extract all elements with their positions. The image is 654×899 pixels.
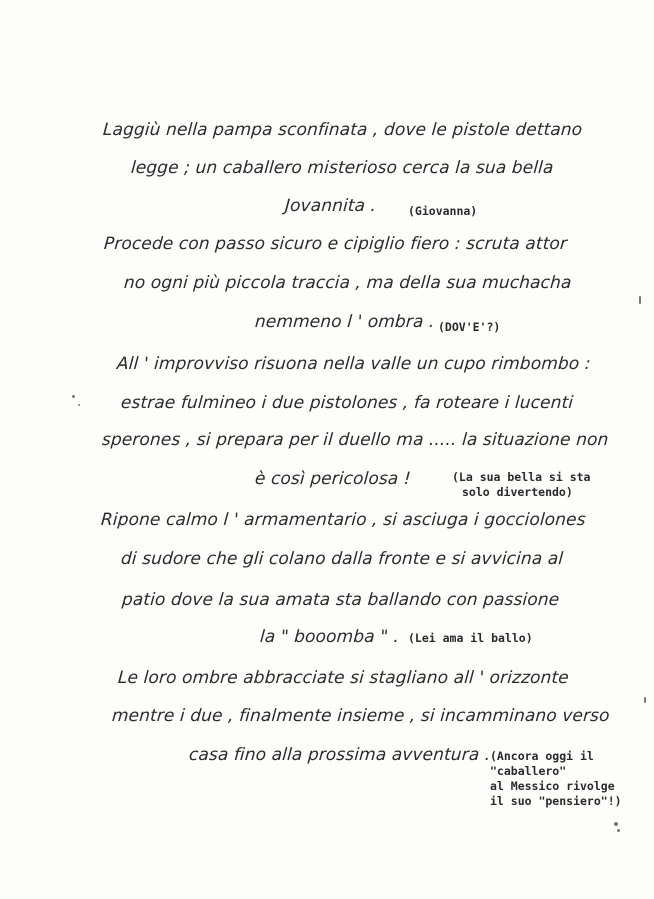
poem-line-6: nemmeno l ' ombra . xyxy=(254,312,436,332)
paper-speck xyxy=(644,697,646,703)
poem-line-12: di sudore che gli colano dalla fronte e si avvicina al xyxy=(120,549,564,569)
poem-line-10: è così pericolosa ! xyxy=(254,469,412,489)
annotation-ancora-line-2: "caballero" xyxy=(490,764,567,778)
poem-line-7: All ' improvviso risuona nella valle un cupo rimbombo : xyxy=(116,354,592,374)
poem-line-1: Laggiù nella pampa sconfinata , dove le pistole dettano xyxy=(102,120,583,140)
annotation-bella-line-2: solo divertendo) xyxy=(462,485,573,499)
annotation-dove: (DOV'E'?) xyxy=(438,320,501,334)
poem-line-16: mentre i due , finalmente insieme , si incamminano verso xyxy=(111,706,611,726)
poem-line-14: la " booomba " . xyxy=(259,627,400,647)
poem-line-11: Ripone calmo l ' armamentario , si asciuga i gocciolones xyxy=(100,510,587,530)
paper-speck xyxy=(639,296,641,304)
poem-line-9: sperones , si prepara per il duello ma ..... la situazione non xyxy=(101,430,610,450)
poem-line-13: patio dove la sua amata sta ballando con passione xyxy=(121,590,560,610)
annotation-ancora-line-1: (Ancora oggi il xyxy=(490,749,594,763)
annotation-bella-line-1: (La sua bella si sta xyxy=(452,470,591,484)
poem-line-8: estrae fulmineo i due pistolones , fa roteare i lucenti xyxy=(120,393,574,413)
poem-line-15: Le loro ombre abbracciate si stagliano all ' orizzonte xyxy=(117,668,570,688)
paper-speck xyxy=(72,395,75,398)
paper-speck xyxy=(614,822,618,826)
annotation-ancora-line-3: al Messico rivolge xyxy=(490,779,615,793)
poem-line-17: casa fino alla prossima avventura . xyxy=(188,745,492,765)
poem-line-3: Jovannita . xyxy=(284,196,377,216)
poem-line-2: legge ; un caballero misterioso cerca la sua bella xyxy=(130,158,555,178)
paper-speck xyxy=(617,829,620,832)
annotation-ancora-line-4: il suo "pensiero"!) xyxy=(490,794,622,808)
annotation-ballo: (Lei ama il ballo) xyxy=(408,631,533,645)
poem-line-5: no ogni più piccola traccia , ma della sua muchacha xyxy=(123,273,573,293)
paper-speck xyxy=(78,404,80,406)
poem-line-4: Procede con passo sicuro e cipiglio fiero : scruta attor xyxy=(103,234,568,254)
annotation-giovanna: (Giovanna) xyxy=(408,204,478,218)
